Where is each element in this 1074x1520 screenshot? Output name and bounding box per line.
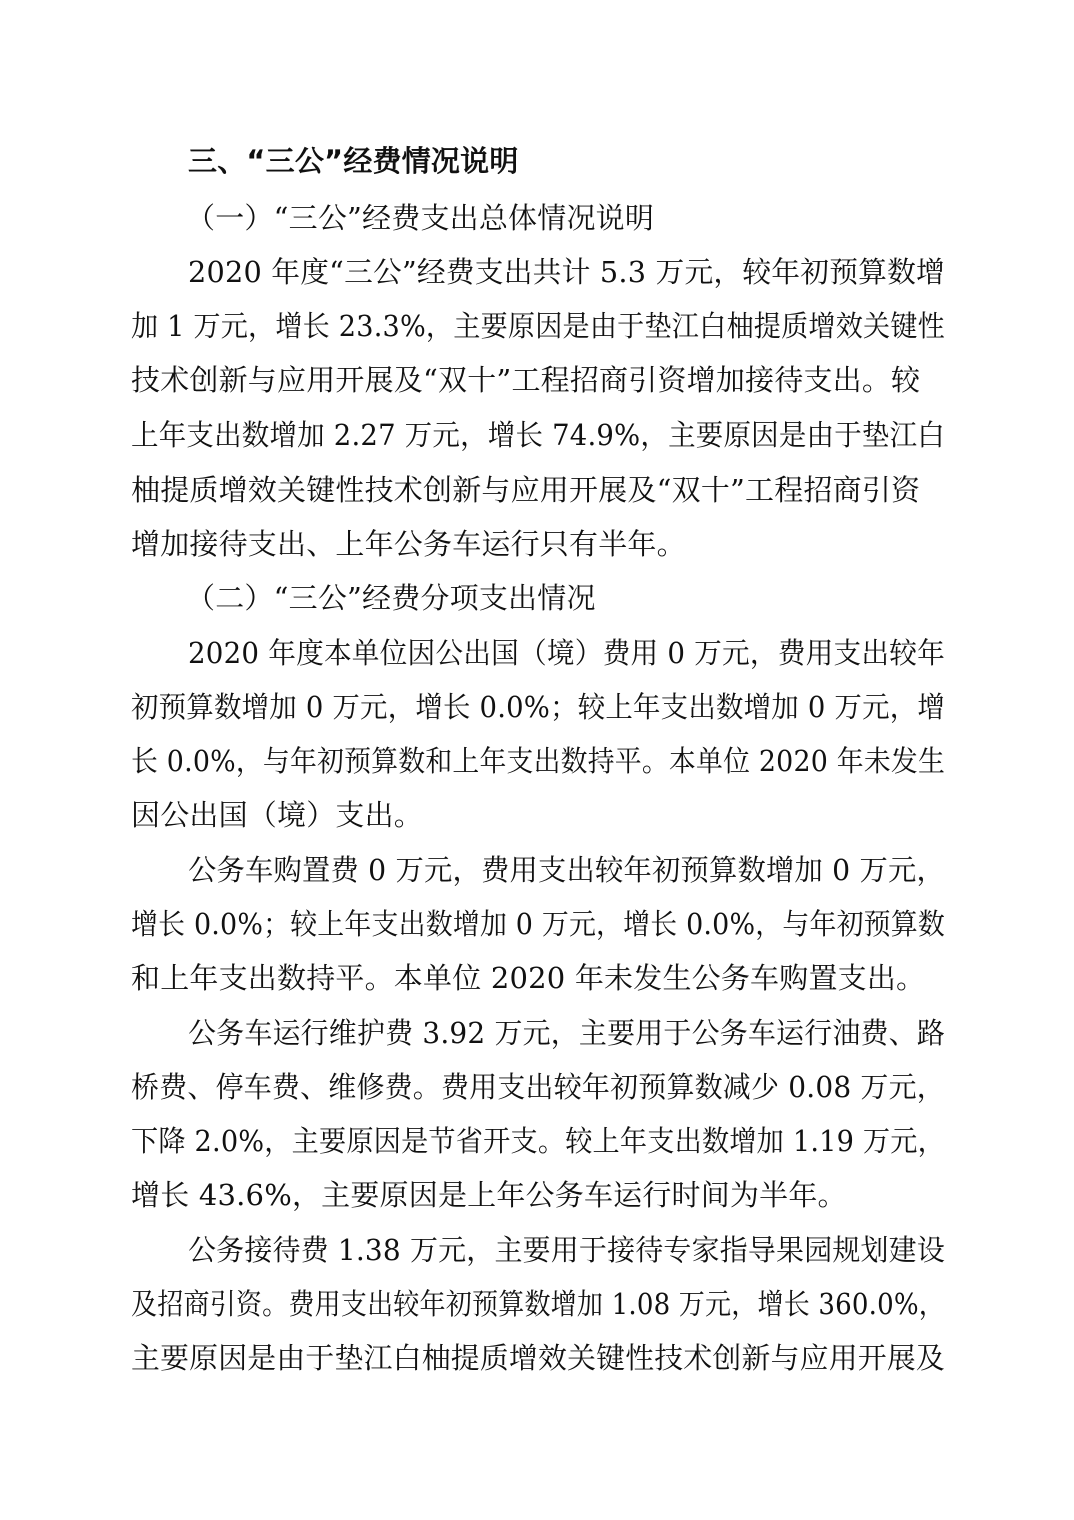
text-line: 因公出国（境）支出。 [131,798,424,832]
text-line: 增长 0.0%；较上年支出数增加 0 万元，增长 0.0%，与年初预算数 [131,907,946,941]
subsection-title: （二）“三公”经费分项支出情况 [186,581,596,615]
text-line: 桥费、停车费、维修费。费用支出较年初预算数减少 0.08 万元， [131,1070,945,1104]
text-line: 公务车运行维护费 3.92 万元，主要用于公务车运行油费、路 [188,1016,945,1050]
text-line: 主要原因是由于垫江白柚提质增效关键性技术创新与应用开展及 [131,1341,946,1375]
text-line: 柚提质增效关键性技术创新与应用开展及“双十”工程招商引资 [131,473,921,507]
text-line: 公务接待费 1.38 万元，主要用于接待专家指导果园规划建设 [188,1233,945,1267]
text-line: 及招商引资。费用支出较年初预算数增加 1.08 万元，增长 360.0%， [131,1287,946,1321]
text-line: 下降 2.0%，主要原因是节省开支。较上年支出数增加 1.19 万元， [131,1124,945,1158]
text-line: 和上年支出数持平。本单位 2020 年未发生公务车购置支出。 [131,961,926,995]
text-line: 长 0.0%，与年初预算数和上年支出数持平。本单位 2020 年未发生 [131,744,946,778]
text-line: 加 1 万元，增长 23.3%，主要原因是由于垫江白柚提质增效关键性 [131,309,946,343]
section-heading: 三、“三公”经费情况说明 [188,144,519,178]
text-line: 上年支出数增加 2.27 万元，增长 74.9%，主要原因是由于垫江白 [131,418,945,452]
text-line: 公务车购置费 0 万元，费用支出较年初预算数增加 0 万元， [188,853,946,887]
text-line: 2020 年度“三公”经费支出共计 5.3 万元，较年初预算数增 [188,255,945,289]
subsection-title: （一）“三公”经费支出总体情况说明 [186,201,655,235]
text-line: 初预算数增加 0 万元，增长 0.0%；较上年支出数增加 0 万元，增 [131,690,946,724]
text-line: 技术创新与应用开展及“双十”工程招商引资增加接待支出。较 [131,363,921,397]
text-line: 增加接待支出、上年公务车运行只有半年。 [131,527,686,561]
text-line: 2020 年度本单位因公出国（境）费用 0 万元，费用支出较年 [188,636,946,670]
text-line: 增长 43.6%，主要原因是上年公务车运行时间为半年。 [131,1178,847,1212]
